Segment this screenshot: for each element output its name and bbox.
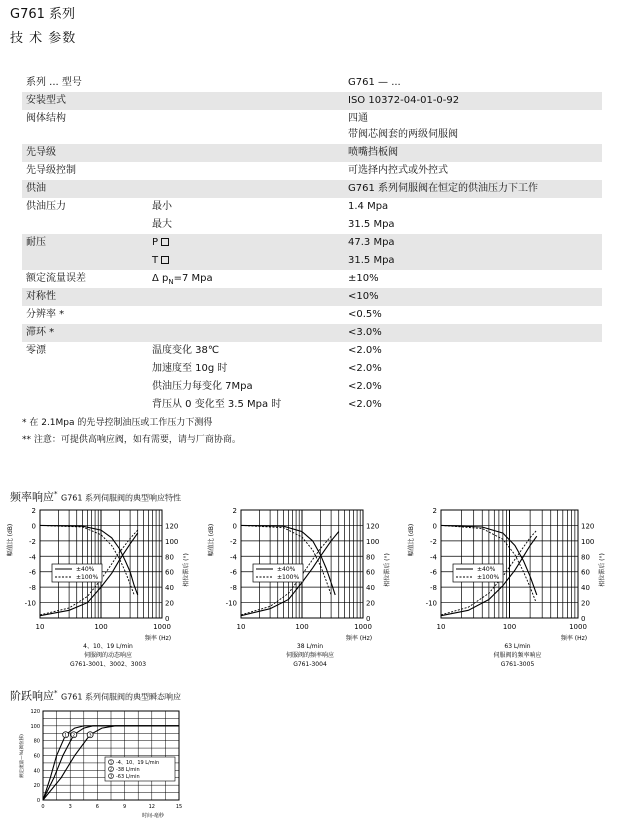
chart-caption: G761-3004	[293, 661, 327, 668]
spec-value: 1.4 Mpa	[348, 201, 389, 212]
spec-condition: 最大	[152, 219, 172, 230]
spec-condition: 温度变化 38℃	[152, 345, 220, 356]
legend-label: ±100%	[477, 574, 500, 581]
spec-value: 31.5 Mpa	[348, 219, 395, 230]
y-tick-label: -4	[430, 553, 437, 562]
y-tick-label: -8	[430, 584, 437, 593]
x-tick-label: 100	[94, 623, 108, 631]
y-axis-label: 幅值比 (dB)	[408, 523, 415, 557]
y2-tick-label: 80	[581, 553, 590, 562]
y-tick-label: 60	[33, 753, 40, 760]
x-tick-label: 10	[436, 623, 446, 631]
spec-condition: 供油压力每变化 7Mpa	[152, 381, 253, 392]
y2-axis-label: 相位滞后 (°)	[599, 553, 606, 587]
x-tick-label: 0	[41, 804, 45, 810]
x-tick-label: 9	[123, 804, 127, 810]
y-tick-label: -8	[230, 584, 237, 593]
spec-name: 耐压	[26, 237, 46, 248]
step-marker-label: 1	[64, 733, 68, 739]
y2-tick-label: 60	[366, 568, 375, 577]
y2-tick-label: 120	[366, 522, 380, 531]
y2-axis-label: 相位滞后 (°)	[384, 553, 391, 587]
y2-tick-label: 80	[165, 553, 174, 562]
x-axis-label: 频率 (Hz)	[144, 635, 172, 642]
series-line	[241, 525, 335, 595]
footnote-1: * 在 2.1Mpa 的先导控制油压或工作压力下测得	[22, 418, 213, 428]
legend-label: ±40%	[76, 566, 95, 573]
spec-value: <10%	[348, 291, 379, 302]
y-tick-label: 120	[30, 709, 40, 715]
spec-name: 额定流量误差	[26, 273, 86, 284]
y-tick-label: -10	[24, 599, 36, 608]
y2-tick-label: 100	[366, 537, 380, 546]
spec-condition: 背压从 0 变化至 3.5 Mpa 时	[152, 399, 282, 410]
y-tick-label: 100	[30, 723, 40, 730]
x-tick-label: 10	[35, 623, 45, 631]
y-tick-label: -2	[230, 537, 237, 546]
spec-value: 喷嘴挡板阀	[348, 147, 398, 158]
y-tick-label: -6	[29, 568, 36, 577]
y-tick-label: 2	[432, 507, 437, 515]
series-line	[441, 525, 536, 601]
x-tick-label: 1000	[153, 623, 171, 631]
x-tick-label: 6	[95, 804, 99, 810]
chart-caption: 伺服阀的频率响应	[285, 652, 335, 659]
legend-label: ±100%	[277, 574, 300, 581]
y2-tick-label: 100	[165, 537, 179, 546]
step-legend-marker-label: 2	[109, 766, 113, 772]
spec-value: 31.5 Mpa	[348, 255, 395, 266]
x-tick-label: 1000	[569, 623, 587, 631]
y2-tick-label: 40	[581, 584, 590, 593]
spec-value: G761 系列伺服阀在恒定的供油压力下工作	[348, 183, 539, 194]
spec-value: 四通	[348, 113, 368, 124]
y-tick-label: 80	[33, 738, 40, 745]
y-tick-label: -6	[430, 568, 437, 577]
y2-tick-label: 80	[366, 553, 375, 562]
chart-caption: 63 L/min	[504, 643, 531, 650]
y-tick-label: -4	[230, 553, 237, 562]
step-legend-marker-label: 3	[109, 773, 113, 779]
spec-value: <2.0%	[348, 381, 382, 392]
spec-value: G761 — ...	[348, 77, 401, 88]
x-tick-label: 1000	[354, 623, 372, 631]
spec-value: 47.3 Mpa	[348, 237, 395, 248]
spec-value: <3.0%	[348, 327, 382, 338]
y-tick-label: 2	[232, 507, 237, 515]
y2-tick-label: 100	[581, 537, 595, 546]
y2-tick-label: 0	[581, 615, 586, 623]
legend-label: ±40%	[277, 566, 296, 573]
page-subtitle: 技 术 参数	[10, 31, 77, 46]
spec-value: <2.0%	[348, 399, 382, 410]
y-tick-label: 20	[33, 783, 40, 790]
y-tick-label: -4	[29, 553, 36, 562]
legend-label: ±40%	[477, 566, 496, 573]
x-tick-label: 3	[68, 804, 72, 810]
spec-name: 阀体结构	[26, 113, 66, 124]
y2-tick-label: 120	[581, 522, 595, 531]
spec-name: 先导级控制	[26, 165, 76, 176]
chart-caption: G761-3005	[500, 661, 535, 668]
x-tick-label: 12	[148, 804, 155, 810]
y-tick-label: -2	[29, 537, 36, 546]
spec-condition: T	[152, 252, 169, 270]
step-section-title: 阶跃响应* G761 系列伺服阀的典型瞬态响应	[10, 689, 182, 703]
spec-value: 可选择内控式或外控式	[348, 165, 448, 176]
y2-tick-label: 60	[581, 568, 590, 577]
chart-caption: 38 L/min	[296, 643, 324, 650]
spec-value-line2: 带阀芯阀套的两级伺服阀	[348, 129, 458, 140]
legend-label: ±100%	[76, 574, 99, 581]
y2-tick-label: 20	[581, 599, 590, 608]
spec-value: <2.0%	[348, 363, 382, 374]
step-legend-marker-label: 1	[109, 759, 113, 765]
spec-condition: 加速度至 10g 时	[152, 363, 228, 374]
footnote-2: ** 注意：可提供高响应阀，如有需要，请与厂商协商。	[22, 435, 241, 445]
x-tick-label: 100	[502, 623, 517, 631]
spec-condition: 最小	[152, 201, 172, 212]
step-marker-label: 3	[88, 733, 92, 739]
y2-tick-label: 120	[165, 522, 179, 531]
y-axis-label: 额定流量—%(阀位移)	[20, 734, 25, 778]
spec-value: <0.5%	[348, 309, 382, 320]
y2-tick-label: 40	[366, 584, 375, 593]
y-tick-label: -8	[29, 584, 36, 593]
step-legend-label: -38 L/min	[116, 767, 140, 773]
y-tick-label: 0	[232, 522, 237, 531]
y2-tick-label: 20	[165, 599, 174, 608]
step-legend-label: -63 L/min	[116, 774, 140, 780]
spec-name: 安装型式	[26, 95, 66, 106]
chart-caption: 伺服阀的动态响应	[83, 652, 133, 659]
y-tick-label: -2	[430, 537, 437, 546]
y2-tick-label: 60	[165, 568, 174, 577]
series-title: G761 系列	[10, 7, 76, 22]
spec-condition: Δ $p_N=7$ Mpa	[152, 273, 213, 286]
y2-tick-label: 0	[165, 615, 170, 623]
x-tick-label: 15	[175, 804, 183, 810]
x-axis-label: 时间-毫秒	[142, 813, 164, 819]
spec-name: 滞环 *	[26, 327, 55, 338]
series-line	[40, 525, 134, 595]
spec-condition: P	[152, 234, 169, 252]
spec-name: 零漂	[26, 345, 46, 356]
y2-tick-label: 0	[366, 615, 371, 623]
spec-name: 供油	[26, 183, 46, 194]
step-legend-label: -4、10、19 L/min	[116, 760, 160, 766]
spec-name: 系列 ... 型号	[26, 77, 82, 88]
step-marker-label: 2	[72, 733, 76, 739]
y-tick-label: 0	[432, 522, 437, 531]
chart-caption: 4、10、19 L/min	[83, 643, 133, 650]
y-axis-label: 幅值比 (dB)	[208, 523, 215, 557]
y-tick-label: 0	[31, 522, 36, 531]
y-axis-label: 幅值比 (dB)	[7, 523, 14, 557]
spec-name: 分辨率 *	[26, 309, 65, 320]
spec-name: 供油压力	[26, 201, 66, 212]
chart-caption: G761-3001、3002、3003	[69, 661, 147, 668]
x-axis-label: 频率 (Hz)	[560, 635, 588, 642]
freq-section-title: 频率响应* G761 系列伺服阀的典型响应特性	[10, 490, 182, 504]
spec-value: <2.0%	[348, 345, 382, 356]
y2-tick-label: 40	[165, 584, 174, 593]
chart-caption: 伺服阀的频率响应	[493, 652, 542, 659]
x-tick-label: 10	[236, 623, 246, 631]
y-tick-label: 40	[33, 768, 40, 775]
y2-axis-label: 相位滞后 (°)	[183, 553, 190, 587]
y-tick-label: -10	[225, 599, 237, 608]
spec-name: 对称性	[26, 291, 56, 302]
spec-value: ISO 10372-04-01-0-92	[348, 95, 460, 106]
y-tick-label: -6	[230, 568, 237, 577]
y-tick-label: 0	[36, 798, 40, 804]
y-tick-label: 2	[31, 507, 36, 515]
series-line	[40, 525, 138, 595]
y-tick-label: -10	[425, 599, 437, 608]
x-axis-label: 频率 (Hz)	[345, 635, 373, 642]
spec-name: 先导级	[26, 147, 56, 158]
y2-tick-label: 20	[366, 599, 375, 608]
x-tick-label: 100	[295, 623, 309, 631]
spec-value: ±10%	[348, 273, 379, 284]
